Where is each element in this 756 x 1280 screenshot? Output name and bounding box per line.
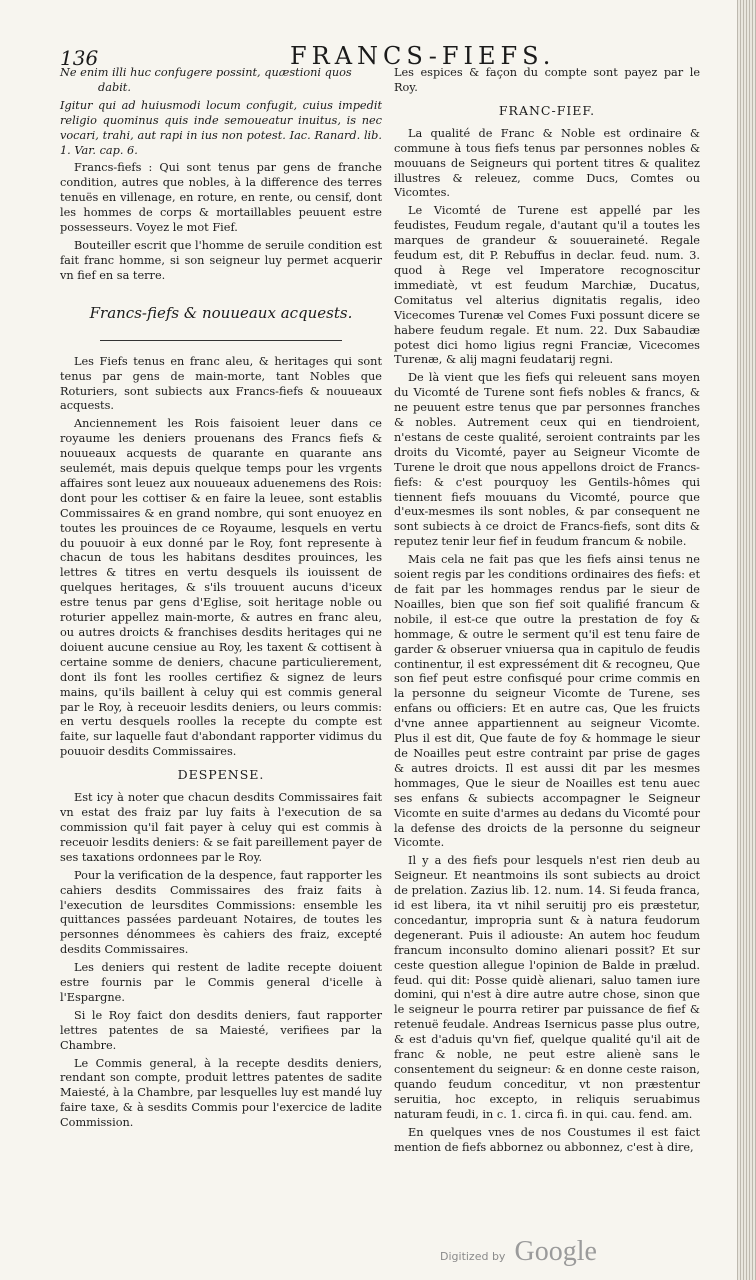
deniers-paragraph: Les deniers qui restent de ladite recepte doiuent estre fournis par le Commis general d'icelle à l'Espargne. bbox=[60, 961, 382, 1004]
left-column bbox=[60, 66, 382, 1134]
running-title: FRANCS-FIEFS. bbox=[290, 42, 556, 70]
google-logo: Google bbox=[514, 1236, 597, 1267]
verification-paragraph: Pour la verification de la despence, faut rapporter les cahiers desdits Commissaires des fraiz faits à l'execution de leursdites Commissions: ensemble les quittances passées pardeuant Notaires, de toutes les personnes dénommees ès cahiers des fraiz, excepté desdits Commissaires. bbox=[60, 868, 382, 957]
commis-general-paragraph: Le Commis general, à la recepte desdits deniers, rendant son compte, produit lettres patentes de sadite Maiesté, à la Chambre, par lesquelles luy est mandé luy faire taxe, & à sesdits Commis pour l'exercice de ladite Commission. bbox=[60, 1056, 382, 1130]
latin-quote-end: dabit. bbox=[98, 80, 131, 94]
de-la-vient-paragraph: De là vient que les fiefs qui releuent sans moyen du Vicomté de Turene sont fiefs nobles & francs, & ne peuuent estre tenus que par personnes franches & nobles. Autrement ceux qui en tiendroient, n'estans de ceste qualité, seroient contraints par les droits du Vicomté, payer au Seigneur Vicomte de Turene le droit que nous appellons droict de Francs-fiefs: & c'est pourquoy les Gentils-hômes qui tiennent fiefs mouuans du Vicomté, pource que d'eux-mesmes ils sont nobles, & par consequent ne sont subiects à ce droict de Francs-fiefs, sont dits & reputez tenir leur fief in feudum francum & nobile. bbox=[394, 371, 700, 549]
prelation-paragraph: Il y a des fiefs pour lesquels n'est rien deub au Seigneur. Et neantmoins ils sont subiects au droict de prelation. Zazius lib. 12. num. 14. Si feuda franca, id est libera, ita vt nihil seruitij pro eis præstetur, concedantur, impropria sunt & à natura feudorum degenerant. Puis il adiouste: An autem hoc feudum francum inconsulto domino alienari possit? Et sur ceste question allegue l'opinion de Balde in prælud. feud. qui dit: Posse quidè alienari, saluo tamen iure domini, qui n'est à dire autre autre chose, sinon que le seigneur le pourra retirer par puissance de fief & retenuë feudale. Andreas Isernicus passe plus outre, & est d'aduis qu'vn fief, quelque qualité qu'il ait de franc & noble, ne peut estre alienè sans le consentement du seigneur: & en donne ceste raison, quando feudum conceditur, vt non præstentur seruitia, hoc excepto, in reliquis seruabimus naturam feudi, in c. 1. circa fi. in qui. cau. fend. am. bbox=[394, 854, 700, 1121]
heading-rule bbox=[100, 340, 342, 341]
bouteiller-paragraph: Bouteiller escrit que l'homme de seruile condition est fait franc homme, si son seigneur luy permet acquerir vn fief en sa terre. bbox=[60, 238, 382, 282]
latin-quote-text: Ne enim illi huc confugere possint, quæstioni quos bbox=[60, 66, 352, 79]
section-heading-despense: DESPENSE. bbox=[177, 767, 265, 783]
latin-quote-line bbox=[60, 66, 382, 96]
anciennement-paragraph: Anciennement les Rois faisoient leuer dans ce royaume les deniers prouenans des Francs fiefs & nouueaux acquests de quarante en quarante ans seulemét, mais depuis quelque temps pour les vrgents affaires sont leuez aux nouueaux aduenemens des Rois: dont pour les cottiser & en faire la leuee, sont establis Commissaires & en grand nombre, qui sont enuoyez en toutes les prouinces de ce Royaume, lesquels en vertu du pouuoir à eux donné par le Roy, font represente à chacun de tous les habitans desdites prouinces, les lettres & titres en vertu desquels ils iouissent de quelques heritages, & s'ils trouuent aucuns d'iceux estre tenus par gens d'Eglise, soit heritage noble ou roturier appellez main-morte, & autres en franc aleu, ou autres droicts & franchises desdits heritages qui ne doiuent aucune censiue au Roy, les taxent & cottisent à certaine somme de deniers, chacune particulierement, dont ils font les roolles certifiez & signez de leurs mains, qu'ils baillent à celuy qui est commis general par le Roy, à receuoir lesdits deniers, ou leurs commis: en vertu desquels roolles la recepte du compte est faite, sur laquelle faut d'abondant rapporter vidimus du pouuoir desdits Commissaires. bbox=[60, 417, 382, 759]
vicomte-turene-paragraph: Le Vicomté de Turene est appellé par les feudistes, Feudum regale, d'autant qu'il a toutes les marques de grandeur & souueraineté. Regale feudum est, dit P. Rebuffus in declar. feud. num. 3. quod à Rege vel Imperatore recognoscitur immediatè, vt est feudum Marchiæ, Ducatus, Comitatus vel alterius dignitatis regalis, ideo Vicecomes Turenæ vel Comes Fuxi possunt dicere se habere feudum regale. Et num. 22. Dux Sabaudiæ potest dici homo ligius regni Franciæ, Vicecomes Turenæ, & alij magni feudatarij regni. bbox=[394, 204, 700, 367]
digitized-by-text: Digitized by bbox=[440, 1250, 506, 1263]
section-heading-franc-fief: FRANC-FIEF. bbox=[498, 102, 596, 118]
don-paragraph: Si le Roy faict don desdits deniers, faut rapporter lettres patentes de sa Maiesté, verifiees par la Chambre. bbox=[60, 1008, 382, 1052]
coustumes-paragraph: En quelques vnes de nos Coustumes il est faict mention de fiefs abbornez ou abbonnez, c'est à dire, bbox=[394, 1125, 700, 1154]
noailles-paragraph: Mais cela ne fait pas que les fiefs ainsi tenus ne soient regis par les conditions ordinaires des fiefs: et de fait par les hommages rendus par le sieur de Noailles, bien que son fief soit qualifié francum & nobile, il est-ce que outre la prestation de foy & hommage, & outre le serment qu'il est tenu faire de garder & obseruer vniuersa qua in capitulo de feudis continentur, il est expressément dit & recogneu, Que son fief peut estre confisqué pour crime commis en la personne du seigneur Vicomte de Turene, ses enfans ou officiers: Et en autre cas, Que les fruicts d'vne annee appartiennent au seigneur Vicomte. Plus il est dit, Que faute de foy & hommage le sieur de Noailles peut estre contraint par prise de gages & autres droicts. Il est aussi dit par les mesmes hommages, Que le sieur de Noailles est tenu auec ses enfans & subiects accompagner le Seigneur Vicomte en suite d'armes au dedans du Vicomté pour la defense des droicts de la personne du seigneur Vicomte. bbox=[394, 553, 700, 850]
qualite-paragraph: La qualité de Franc & Noble est ordinaire & commune à tous fiefs tenus par personnes nobles & mouuans de Seigneurs qui portent titres & qualitez illustres & releuez, comme Ducs, Comtes ou Vicomtes. bbox=[394, 126, 700, 200]
fiefs-franc-aleu-paragraph: Les Fiefs tenus en franc aleu, & heritages qui sont tenus par gens de main-morte, tant Nobles que Roturiers, sont subiects aux Francs-fiefs & nouueaux acquests. bbox=[60, 354, 382, 413]
page-number: 136 bbox=[60, 46, 99, 70]
digitized-watermark bbox=[440, 1236, 597, 1268]
right-column bbox=[394, 66, 700, 1158]
section-heading-francs-fiefs: Francs-fiefs & nouueaux acquests. bbox=[89, 303, 353, 322]
despense-paragraph: Est icy à noter que chacun desdits Commissaires fait vn estat des fraiz par luy faits à l'execution de sa commission qu'il fait payer à celuy qui est commis à receuoir lesdits deniers: & se fait pareillement payer de ses taxations ordonnees par le Roy. bbox=[60, 791, 382, 864]
latin-citation: Igitur qui ad huiusmodi locum confugit, cuius impedit religio quominus quis inde semoueatur inuitus, is nec vocari, trahi, aut rapi in ius non potest. Iac. Ranard. lib. 1. Var. cap. 6. bbox=[60, 98, 382, 157]
espices-paragraph: Les espices & façon du compte sont payez par le Roy. bbox=[394, 66, 700, 94]
definition-paragraph: Francs-fiefs : Qui sont tenus par gens de franche condition, autres que nobles, à la difference des terres tenuës en villenage, en roture, en rente, ou censif, dont les hommes de corps & mortaillables peuuent estre possesseurs. Voyez le mot Fief. bbox=[60, 161, 382, 235]
page-edge bbox=[737, 0, 756, 1280]
